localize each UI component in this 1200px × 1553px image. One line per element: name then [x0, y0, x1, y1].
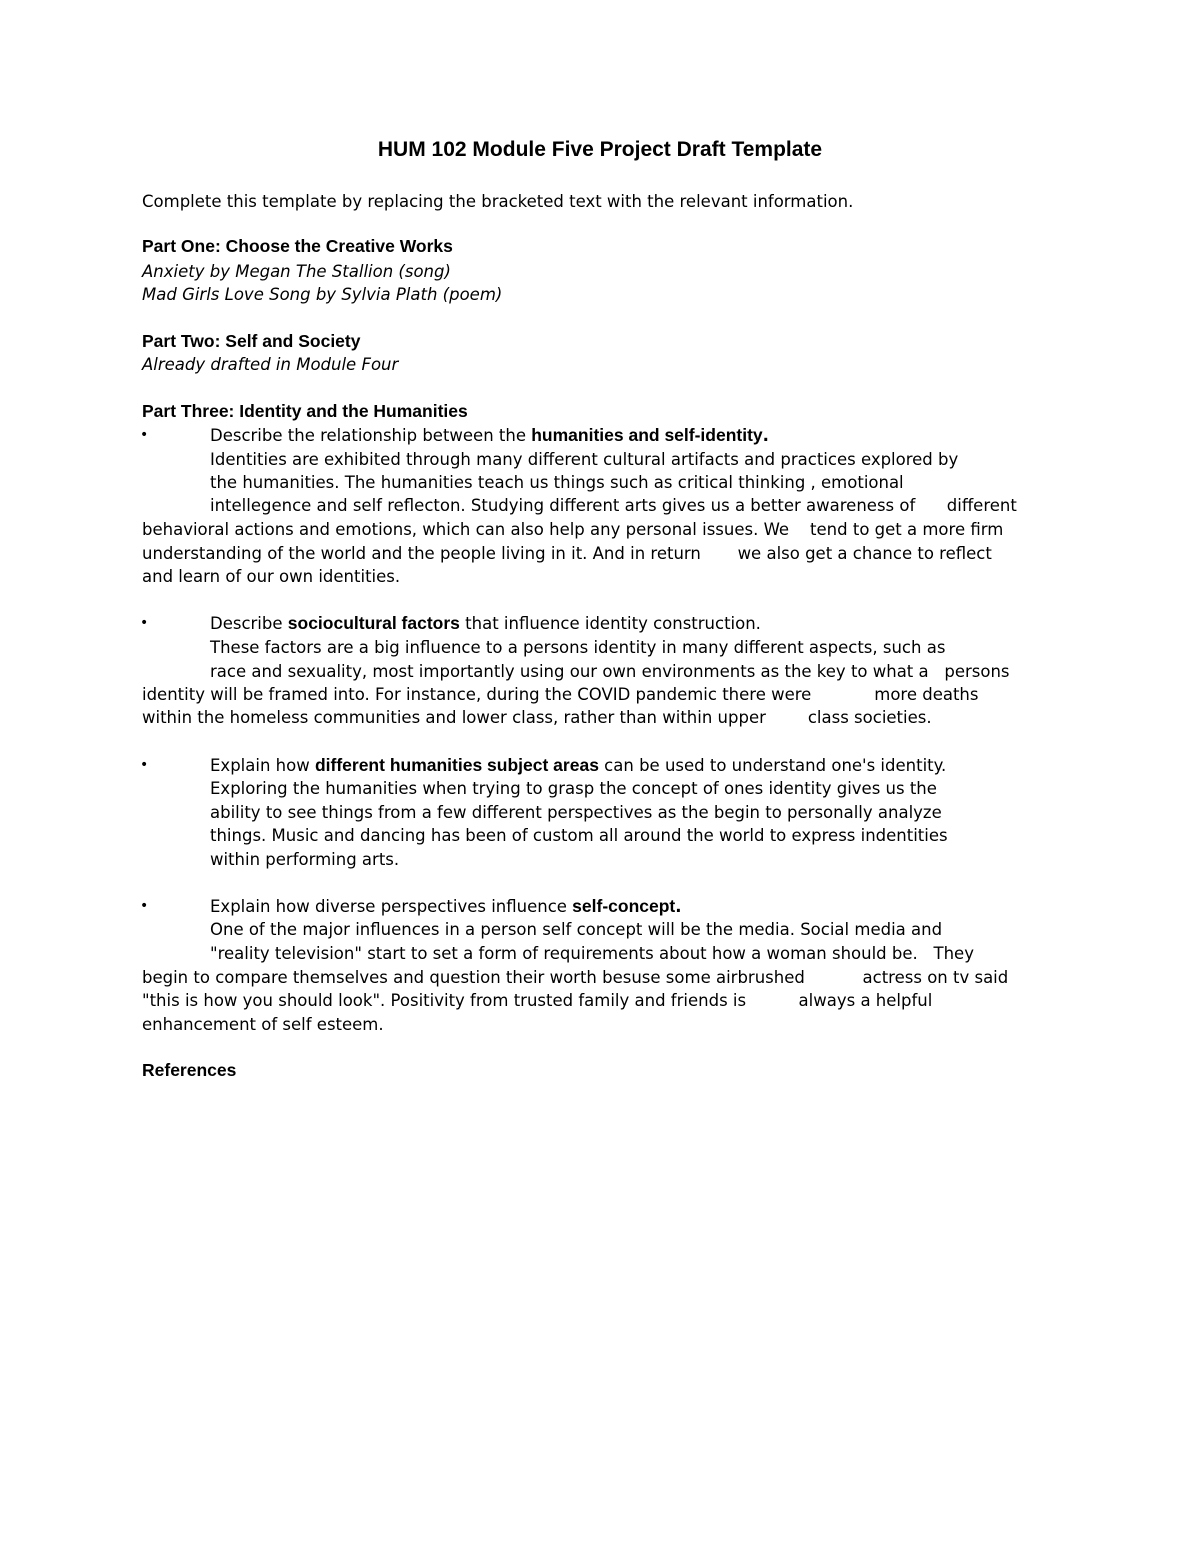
question-1: [210, 424, 769, 447]
creative-work-1: Anxiety by Megan The Stallion (song): [142, 262, 451, 281]
question-4-pre: Explain how diverse perspectives influence: [210, 897, 573, 916]
part-three-heading: Part Three: Identity and the Humanities: [142, 401, 468, 421]
answer-3-line: within performing arts.: [210, 850, 400, 869]
question-2: [210, 612, 761, 635]
question-3-bold: different humanities subject areas: [314, 755, 599, 775]
answer-1-line: behavioral actions and emotions, which can also help any personal issues. We tend to get a more firm: [142, 520, 1004, 539]
bullet-1: •: [140, 427, 149, 443]
answer-4-line: "this is how you should look". Positivity from trusted family and friends is always a helpful: [142, 991, 933, 1010]
question-1-post: .: [762, 426, 769, 445]
creative-work-2: Mad Girls Love Song by Sylvia Plath (poem): [142, 285, 503, 304]
question-4: [210, 895, 682, 918]
part-two-note: Already drafted in Module Four: [142, 355, 399, 374]
bullet-4: •: [140, 898, 149, 914]
answer-4-line: "reality television" start to set a form of requirements about how a woman should be. They: [210, 944, 974, 963]
answer-4-line: begin to compare themselves and question their worth besuse some airbrushed actress on tv said: [142, 968, 1009, 987]
answer-1-line: and learn of our own identities.: [142, 567, 401, 586]
answer-1-line: understanding of the world and the people living in it. And in return we also get a chance to reflect: [142, 544, 992, 563]
bullet-2: •: [140, 615, 149, 631]
document-title: HUM 102 Module Five Project Draft Template: [377, 138, 823, 161]
question-4-post: .: [675, 897, 682, 916]
answer-2-line: race and sexuality, most importantly using our own environments as the key to what a persons: [210, 662, 1010, 681]
question-2-post: that influence identity construction.: [459, 614, 761, 633]
answer-3-line: things. Music and dancing has been of custom all around the world to express indentities: [210, 826, 948, 845]
answer-3-line: ability to see things from a few different perspectives as the begin to personally analyze: [210, 803, 942, 822]
question-3: [210, 754, 946, 777]
question-2-pre: Describe: [210, 614, 288, 633]
answer-4-line: One of the major influences in a person self concept will be the media. Social media and: [210, 920, 943, 939]
answer-1-line: Identities are exhibited through many different cultural artifacts and practices explored by: [210, 450, 959, 469]
answer-4-line: enhancement of self esteem.: [142, 1015, 384, 1034]
answer-2-line: identity will be framed into. For instance, during the COVID pandemic there were more deaths: [142, 685, 979, 704]
answer-1-line: the humanities. The humanities teach us things such as critical thinking , emotional: [210, 473, 904, 492]
answer-2-line: These factors are a big influence to a persons identity in many different aspects, such as: [210, 638, 946, 657]
answer-1-line: intellegence and self reflecton. Studying different arts gives us a better awareness of different: [210, 496, 1017, 515]
question-1-bold: humanities and self-identity: [531, 425, 763, 445]
part-one-heading: Part One: Choose the Creative Works: [142, 236, 453, 256]
question-2-bold: sociocultural factors: [287, 613, 460, 633]
question-3-post: can be used to understand one's identity.: [598, 756, 947, 775]
bullet-3: •: [140, 757, 149, 773]
question-1-pre: Describe the relationship between the: [210, 426, 532, 445]
instructions: Complete this template by replacing the bracketed text with the relevant information.: [142, 192, 854, 211]
references-heading: References: [142, 1060, 237, 1080]
part-two-heading: Part Two: Self and Society: [142, 331, 361, 351]
question-3-pre: Explain how: [210, 756, 315, 775]
question-4-bold: self-concept: [572, 896, 676, 916]
answer-2-line: within the homeless communities and lower class, rather than within upper class societies.: [142, 708, 932, 727]
answer-3-line: Exploring the humanities when trying to grasp the concept of ones identity gives us the: [210, 779, 937, 798]
